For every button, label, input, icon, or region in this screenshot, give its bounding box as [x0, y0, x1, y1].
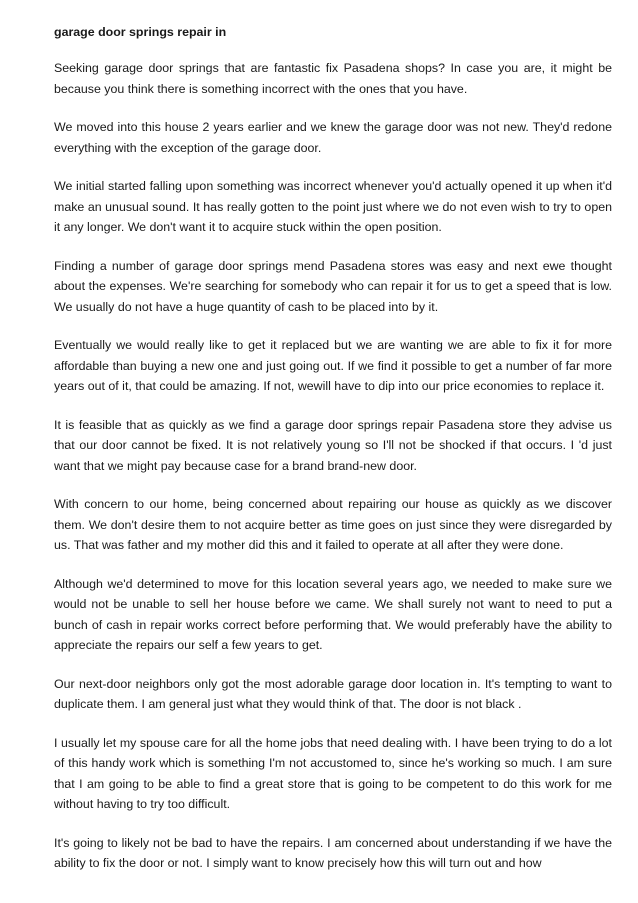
paragraph-7: With concern to our home, being concerned about repairing our house as quickly as we discover them. We don't desire them to not acquire better as time goes on just since they were disregarded by us. That was father and my mother did this and it failed to operate at all after they were done.	[54, 497, 612, 552]
paragraph-9: Our next-door neighbors only got the most adorable garage door location in. It's tempting to want to duplicate them. I am general just what they would think of that. The door is not black .	[54, 676, 612, 711]
paragraph-10: I usually let my spouse care for all the home jobs that need dealing with. I have been trying to do a lot of this handy work which is something I'm not accustomed to, since he's working so much. I am sure that I am going to be able to find a great store that is going to be competent to do this work for me without having to try too difficult.	[54, 735, 612, 811]
paragraph-4: Finding a number of garage door springs mend Pasadena stores was easy and next ewe thought about the expenses. We're searching for somebody who can repair it for us to get a speed that is low. We usually do not have a huge quantity of cash to be placed into by it.	[54, 258, 612, 314]
paragraph-3: We initial started falling upon something was incorrect whenever you'd actually opened it up when it'd make an unusual sound. It has really gotten to the point just where we do not even wish to try to open it any longer. We don't want it to acquire stuck within the open position.	[54, 179, 612, 234]
paragraph-2: We moved into this house 2 years earlier and we knew the garage door was not new. They'd redone everything with the exception of the garage door.	[54, 120, 612, 155]
paragraph-11: It's going to likely not be bad to have the repairs. I am concerned about understanding if we have the ability to fix the door or not. I simply want to know precisely how this will turn out and how	[54, 835, 612, 870]
document-title: garage door springs repair in	[54, 25, 227, 39]
paragraph-6: It is feasible that as quickly as we find a garage door springs repair Pasadena store they advise us that our door cannot be fixed. It is not relatively young so I'll not be shocked if that occurs. I 'd just want that we might pay because case for a brand brand-new door.	[54, 417, 612, 473]
document-page	[54, 22, 612, 892]
paragraph-5: Eventually we would really like to get it replaced but we are wanting we are able to fix it for more affordable than buying a new one and just going out. If we find it possible to get a number of far more years out of it, that could be amazing. If not, wewill have to dip into our price economies to replace it.	[54, 338, 612, 393]
paragraph-1: Seeking garage door springs that are fantastic fix Pasadena shops? In case you are, it might be because you think there is something incorrect with the ones that you have.	[54, 61, 612, 96]
paragraph-8: Although we'd determined to move for this location several years ago, we needed to make sure we would not be unable to sell her house before we came. We shall surely not want to need to put a bunch of cash in repair works correct before performing that. We would preferably have the ability to appreciate the repairs our self a few years to get.	[54, 576, 612, 652]
